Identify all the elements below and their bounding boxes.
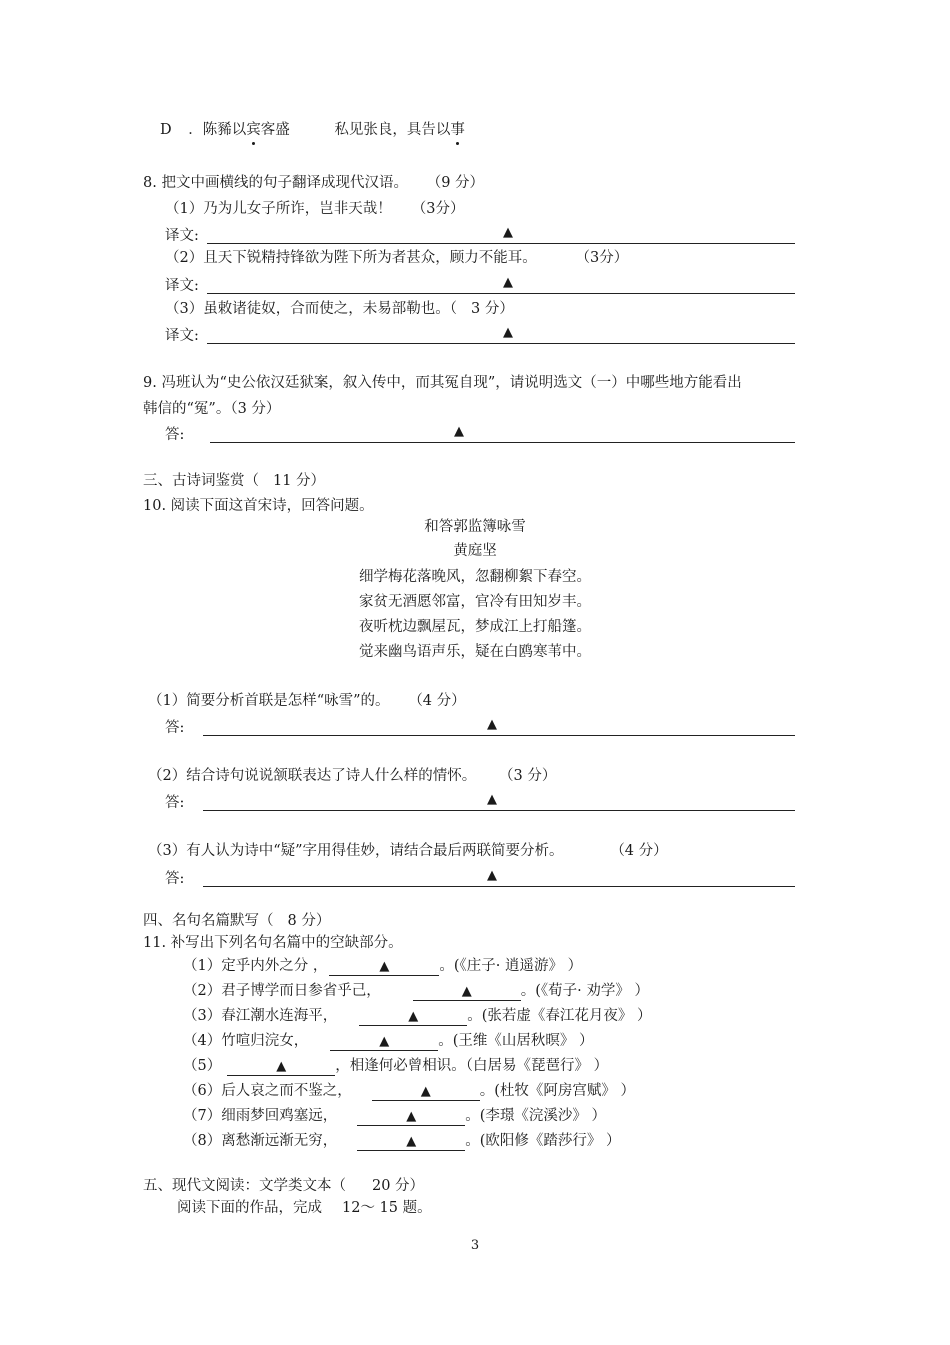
fill-blank[interactable] [372,1082,480,1101]
fill-blank[interactable] [359,1007,467,1026]
page-number: 3 [470,1238,480,1253]
emphasis-char: 宾 [246,122,261,138]
answer-line [203,810,795,811]
poem-line: 家贫无酒愿邻富，官冷有田知岁丰。 [359,594,591,610]
q9-stem-line1: 9. 冯班认为“史公依汉廷狱案，叙入传中，而其冤自现”，请说明选文（一）中哪些地方能看出 [143,375,742,391]
fill-blank[interactable] [357,1107,465,1126]
q12-intro: 阅读下面的作品，完成 12～ 15 题。 [177,1200,432,1216]
section4-title: 四、名句名篇默写（ 8 分） [143,913,331,929]
fill-item: （8）离愁渐远渐无穷， ▲ 。(欧阳修《踏莎行》 ） [183,1131,621,1151]
fill-blank[interactable] [413,982,521,1001]
fill-item: （4）竹喧归浣女， ▲ 。(王维《山居秋暝》 ） [183,1031,594,1051]
q8-answer-2[interactable]: 译文: ▲ [165,274,795,294]
q8-stem: 8. 把文中画横线的句子翻译成现代汉语。 （9 分） [143,175,485,191]
q9-answer[interactable]: 答: ▲ [165,423,795,443]
fill-blank[interactable] [357,1132,465,1151]
fill-item: （2）君子博学而日参省乎己， ▲ 。(《荀子· 劝学》 ） [183,981,649,1001]
section3-title: 三、古诗词鉴赏（ 11 分） [143,473,326,489]
emphasis-char: 事 [450,122,465,138]
triangle-icon: ▲ [487,717,497,732]
q10-sub-2: （2）结合诗句说说颔联表达了诗人什么样的情怀。 （3 分） [148,768,557,784]
fill-item: （3）春江潮水连海平， ▲ 。(张若虚《春江花月夜》 ） [183,1006,652,1026]
q11-stem: 11. 补写出下列名句名篇中的空缺部分。 [143,935,403,951]
answer-line [210,442,795,443]
q10-sub-3: （3）有人认为诗中“疑”字用得佳妙，请结合最后两联简要分析。 （4 分） [148,843,668,859]
triangle-icon: ▲ [379,959,390,974]
fill-blank[interactable] [227,1057,335,1076]
q8-item-2: （2）且天下锐精持锋欲为陛下所为者甚众，顾力不能耳。 （3分） [165,250,629,266]
fill-item: （7）细雨梦回鸡塞远， ▲ 。(李璟《浣溪沙》 ） [183,1106,606,1126]
q10-sub-1: （1）简要分析首联是怎样“咏雪”的。 （4 分） [148,693,466,709]
poem-line: 夜听枕边飘屋瓦，梦成江上打船篷。 [359,619,591,635]
fill-blank[interactable] [330,1032,438,1051]
q7-option-d: D ．陈豨以宾客盛 私见张良，具告以事 [160,122,465,138]
q10-stem: 10. 阅读下面这首宋诗，回答问题。 [143,498,374,514]
answer-line [203,735,795,736]
poem-line: 细学梅花落晚风，忽翻柳絮下春空。 [359,569,591,585]
answer-line [207,243,795,244]
q10-answer-3[interactable]: 答: ▲ [165,867,795,887]
triangle-icon: ▲ [379,1034,390,1049]
answer-line [203,886,795,887]
section5-title: 五、现代文阅读：文学类文本（ 20 分） [143,1178,425,1194]
poem-line: 觉来幽鸟语声乐，疑在白鸥寒苇中。 [359,644,591,660]
q9-stem-line2: 韩信的“冤”。（3 分） [143,401,281,417]
q8-item-1: （1）乃为儿女子所诈，岂非天哉！ （3分） [165,201,465,217]
fill-blank[interactable] [329,957,439,976]
triangle-icon: ▲ [503,325,513,340]
poem-title: 和答郭监簿咏雪 [424,519,526,535]
triangle-icon: ▲ [487,868,497,883]
q10-answer-1[interactable]: 答: ▲ [165,716,795,736]
triangle-icon: ▲ [487,792,497,807]
triangle-icon: ▲ [408,1009,419,1024]
triangle-icon: ▲ [461,984,472,999]
triangle-icon: ▲ [503,225,513,240]
answer-line [207,343,795,344]
triangle-icon: ▲ [454,424,464,439]
fill-item: （1）定乎内外之分 ， ▲ 。(《庄子· 逍遥游》 ） [183,956,582,976]
poem-author: 黄庭坚 [453,543,497,559]
q8-answer-3[interactable]: 译文: ▲ [165,324,795,344]
triangle-icon: ▲ [406,1134,417,1149]
triangle-icon: ▲ [276,1059,287,1074]
option-letter: D [160,122,172,138]
triangle-icon: ▲ [406,1109,417,1124]
fill-item: （5） ▲ ，相逢何必曾相识。（白居易《琵琶行》 ） [183,1056,608,1076]
q8-answer-1[interactable]: 译文: ▲ [165,224,795,244]
triangle-icon: ▲ [503,275,513,290]
fill-item: （6）后人哀之而不鉴之， ▲ 。(杜牧《阿房宫赋》 ） [183,1081,635,1101]
q8-item-3: （3）虽敕诸徒奴，合而使之，未易部勒也。（ 3 分） [165,301,514,317]
triangle-icon: ▲ [420,1084,431,1099]
answer-line [207,293,795,294]
q10-answer-2[interactable]: 答: ▲ [165,791,795,811]
